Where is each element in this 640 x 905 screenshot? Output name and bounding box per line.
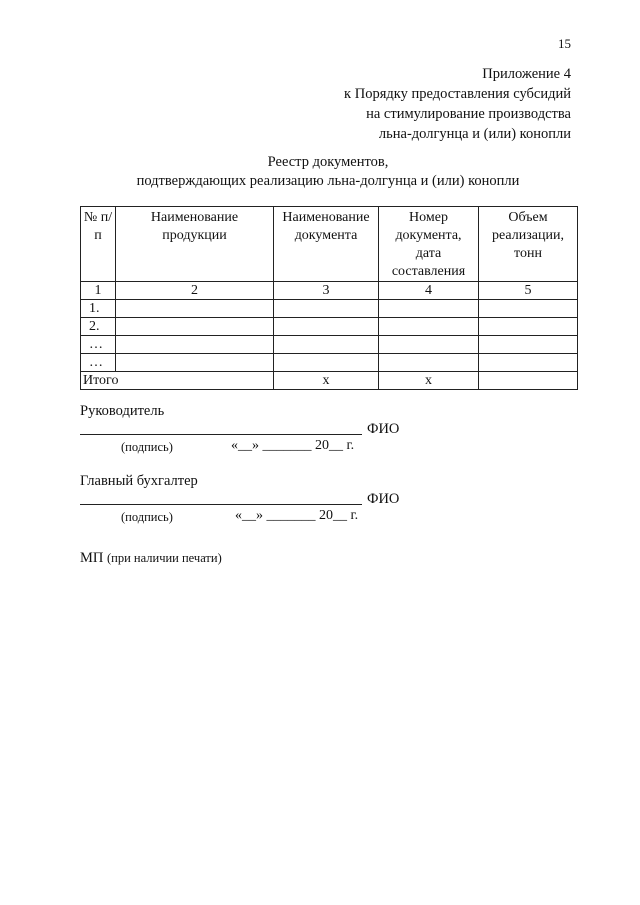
header-cell-number: № п/п: [81, 207, 116, 282]
header-cell-product: Наименование продукции: [116, 207, 274, 282]
table-cell: [116, 318, 274, 336]
stamp-label: МП: [80, 550, 104, 566]
table-cell: [274, 354, 379, 372]
signature-role: Руководитель: [80, 403, 165, 419]
table-row: [81, 354, 578, 372]
table-cell: [116, 300, 274, 318]
fio-label: ФИО: [367, 421, 400, 437]
table-cell: [274, 318, 379, 336]
row-number-cell: 2.: [81, 318, 116, 336]
column-number-row: [81, 282, 578, 300]
total-cell-document: x: [274, 372, 379, 390]
table-cell: [479, 336, 578, 354]
column-number: 3: [274, 282, 379, 300]
header-cell-document: Наименование документа: [274, 207, 379, 282]
table-cell: [479, 354, 578, 372]
column-number: 1: [81, 282, 116, 300]
table-cell: [379, 336, 479, 354]
table-cell: [379, 318, 479, 336]
total-cell-doc-number: x: [379, 372, 479, 390]
table-cell: [274, 336, 379, 354]
column-number: 4: [379, 282, 479, 300]
column-number: 5: [479, 282, 578, 300]
title-line-2: подтверждающих реализацию льна-долгунца и (или) конопли: [136, 173, 520, 189]
signature-caption: (подпись): [121, 510, 173, 524]
table-cell: [116, 336, 274, 354]
registry-table: [80, 206, 578, 390]
appendix-line: Приложение 4: [482, 66, 571, 82]
date-placeholder: «__» _______ 20__ г.: [235, 508, 359, 523]
table-cell: [274, 300, 379, 318]
signature-role: Главный бухгалтер: [80, 473, 198, 489]
stamp-note: [80, 550, 222, 567]
table-row: [81, 318, 578, 336]
signature-underline: [80, 504, 362, 505]
stamp-hint: (при наличии печати): [107, 551, 222, 565]
signature-subline: [80, 508, 359, 526]
table-cell: [479, 318, 578, 336]
table-cell: [379, 354, 479, 372]
signature-line: [80, 420, 400, 440]
row-number-cell: …: [81, 336, 116, 354]
total-cell-volume: [479, 372, 578, 390]
table-row: [81, 300, 578, 318]
header-cell-volume: Объем реализации, тонн: [479, 207, 578, 282]
fio-label: ФИО: [367, 491, 400, 507]
column-number: 2: [116, 282, 274, 300]
signature-subline: [80, 438, 355, 456]
signature-underline: [80, 434, 362, 435]
page-number: 15: [558, 36, 571, 51]
table-cell: [116, 354, 274, 372]
document-title: [0, 153, 640, 191]
row-number-cell: …: [81, 354, 116, 372]
row-number-cell: 1.: [81, 300, 116, 318]
appendix-line: на стимулирование производства: [366, 106, 571, 122]
signature-caption: (подпись): [121, 440, 173, 454]
total-row: [81, 372, 578, 390]
table-row: [81, 336, 578, 354]
signature-block-director: [80, 402, 400, 456]
total-label: Итого: [81, 372, 274, 390]
table-cell: [479, 300, 578, 318]
title-line-1: Реестр документов,: [267, 154, 389, 170]
appendix-line: к Порядку предоставления субсидий: [344, 86, 571, 102]
signature-line: [80, 490, 400, 510]
header-cell-doc-number-date: Номер документа, дата составления: [379, 207, 479, 282]
appendix-line: льна-долгунца и (или) конопли: [378, 126, 571, 142]
signature-block-chief-accountant: [80, 472, 400, 526]
table-header-row: [81, 207, 578, 282]
appendix-header: [344, 64, 571, 144]
table-cell: [379, 300, 479, 318]
date-placeholder: «__» _______ 20__ г.: [231, 438, 355, 453]
